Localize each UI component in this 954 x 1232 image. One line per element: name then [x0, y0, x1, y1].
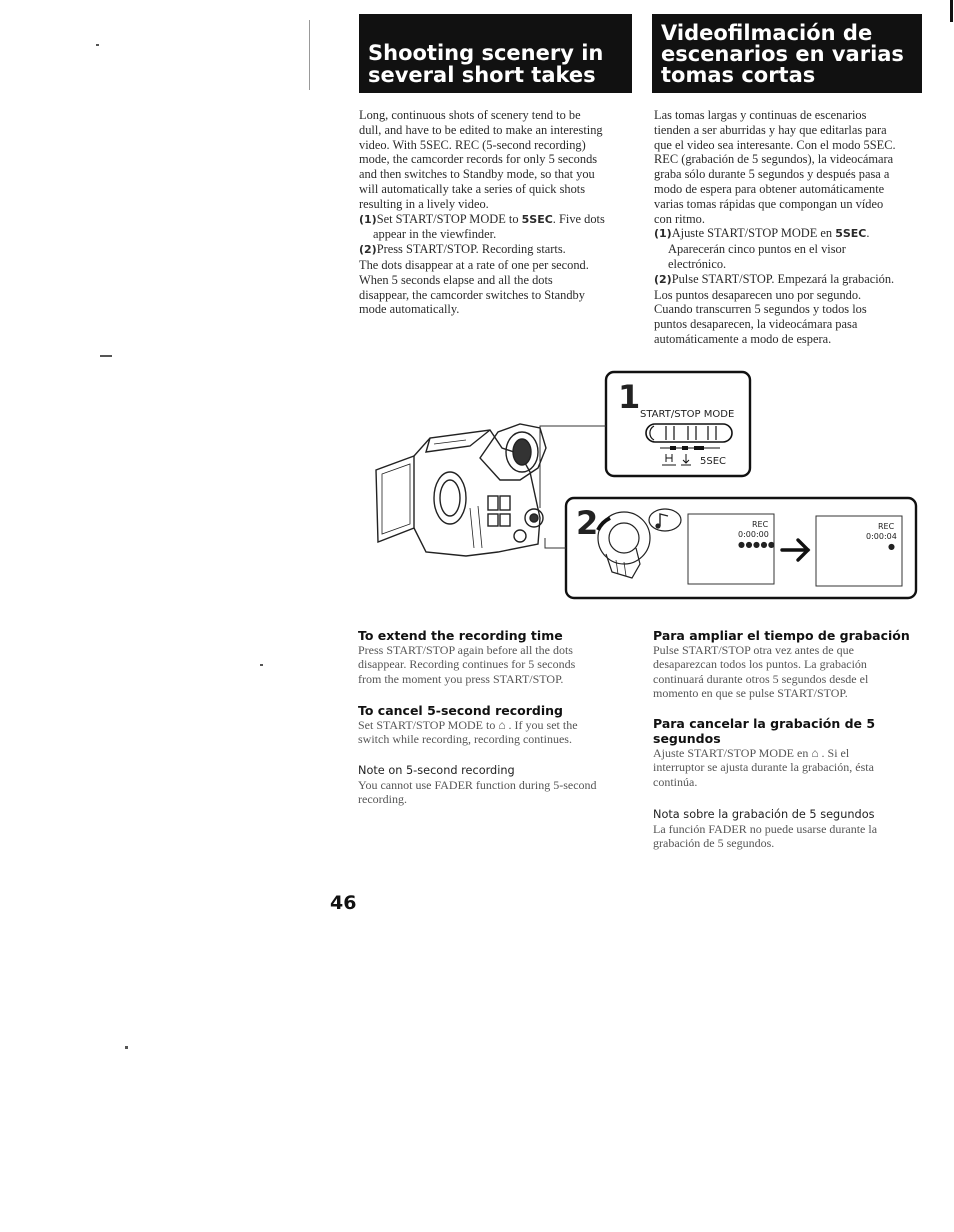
body-line: momento en que se pulse START/STOP.: [653, 686, 848, 701]
edge-tab-mark: [950, 0, 953, 22]
intro-line: mode, the camcorder records for only 5 seconds: [359, 152, 598, 167]
header-english: [359, 14, 632, 93]
margin-line: [309, 20, 310, 90]
step-1-marker: 1: [618, 378, 641, 416]
intro-line: varias tomas rápidas que compongan un vídeo: [654, 196, 884, 211]
section-heading: segundos: [653, 731, 721, 746]
step-2-detail: mode automatically.: [359, 302, 460, 317]
step-2-marker: 2: [576, 504, 599, 542]
step-text: Ajuste START/STOP MODE en: [671, 226, 836, 241]
note-heading: Nota sobre la grabación de 5 segundos: [653, 808, 875, 821]
intro-line: Long, continuous shots of scenery tend to be: [359, 108, 581, 122]
note-heading: Note on 5-second recording: [358, 764, 515, 777]
intro-line: resulting in a lively video.: [359, 196, 489, 211]
intro-line: con ritmo.: [654, 211, 705, 226]
step-2: [654, 272, 929, 288]
spanish-note-section: [653, 808, 938, 851]
body-line: interruptor se ajusta durante la grabación, ésta: [653, 760, 874, 775]
section-heading: Para cancelar la grabación de 5: [653, 716, 876, 731]
step-2-detail: disappear, the camcorder switches to Standby: [359, 287, 585, 302]
step-number: (2): [359, 243, 377, 257]
body-line: continuará durante otros 5 segundos desde el: [653, 671, 869, 686]
body-line: desaparezcan todos los puntos. La grabación: [653, 657, 867, 672]
switch-option-5sec: 5SEC: [700, 456, 727, 467]
illustration-drawing: [370, 368, 930, 608]
intro-line: tienden a ser aburridas y hay que editarlas para: [654, 122, 887, 137]
english-extend-section: [358, 628, 643, 686]
section-heading: To cancel 5-second recording: [358, 703, 563, 718]
spanish-extend-section: [653, 628, 938, 701]
spanish-cancel-section: [653, 716, 938, 789]
scan-speck: [260, 664, 263, 666]
step-continuation: Aparecerán cinco puntos en el visor: [668, 242, 846, 257]
section-body: [358, 643, 643, 686]
screen-2-dots: ●: [888, 542, 895, 551]
section-heading: Para ampliar el tiempo de grabación: [653, 628, 910, 643]
step-2-detail: Los puntos desaparecen uno por segundo.: [654, 287, 862, 302]
body-line: from the moment you press START/STOP.: [358, 671, 564, 686]
page-number: 46: [330, 892, 357, 914]
step-2-detail: When 5 seconds elapse and all the dots: [359, 272, 553, 287]
intro-line: dull, and have to be edited to make an interesting: [359, 122, 603, 137]
step-continuation: appear in the viewfinder.: [373, 227, 497, 242]
body-line: Set START/STOP MODE to ⌂ . If you set the: [358, 718, 578, 732]
step-text: . Five dots: [552, 211, 605, 226]
body-line: continúa.: [653, 774, 698, 789]
step-1: [654, 226, 929, 271]
body-line: grabación de 5 segundos.: [653, 836, 775, 851]
title-line: Shooting scenery in: [368, 41, 604, 65]
screen-1-time: 0:00:00: [738, 530, 769, 539]
body-line: disappear. Recording continues for 5 seconds: [358, 657, 576, 672]
body-line: switch while recording, recording continues.: [358, 732, 572, 747]
body-line: Pulse START/STOP otra vez antes de que: [653, 643, 854, 657]
body-line: La función FADER no puede usarse durante la: [653, 822, 878, 836]
step-1: [359, 212, 644, 243]
screen-2-rec: REC: [878, 522, 895, 531]
step-bold: 5SEC: [521, 212, 553, 226]
screen-1-dots: ●●●●●: [738, 540, 776, 549]
intro-line: Las tomas largas y continuas de escenarios: [654, 108, 867, 122]
page-title-spanish: [661, 23, 918, 86]
step-text: Press START/STOP. Recording starts.: [376, 242, 566, 257]
english-note-section: [358, 764, 643, 807]
switch-label: START/STOP MODE: [640, 409, 735, 420]
intro-line: REC (grabación de 5 segundos), la videocámara: [654, 152, 894, 167]
body-line: Ajuste START/STOP MODE en ⌂ . Si el: [653, 746, 850, 760]
step-text: Pulse START/STOP. Empezará la grabación.: [671, 271, 895, 286]
step-2-detail: The dots disappear at a rate of one per second.: [359, 257, 589, 272]
section-heading: To extend the recording time: [358, 628, 563, 643]
step-text: .: [866, 226, 870, 241]
intro-line: and then switches to Standby mode, so that you: [359, 167, 595, 182]
section-body: [653, 643, 938, 701]
scan-speck: [125, 1046, 128, 1049]
camcorder-illustration: [370, 368, 930, 608]
step-2-detail: Cuando transcurren 5 segundos y todos los: [654, 302, 867, 317]
section-body: [358, 778, 643, 807]
intro-line: will automatically take a series of quick shots: [359, 181, 586, 196]
body-line: Press START/STOP again before all the dots: [358, 643, 573, 657]
step-2: [359, 242, 644, 258]
section-body: [653, 746, 938, 789]
title-line: Videofilmación de: [661, 21, 873, 45]
section-body: [358, 718, 643, 747]
intro-line: modo de espera para obtener automáticamente: [654, 181, 885, 196]
english-intro: [359, 108, 644, 317]
intro-line: graba sólo durante 5 segundos y después pasa a: [654, 167, 890, 182]
step-text: Set START/STOP MODE to: [376, 211, 522, 226]
step-2-detail: puntos desaparecen, la videocámara pasa: [654, 317, 858, 332]
page-title-english: [368, 42, 628, 86]
section-body: [653, 822, 938, 851]
body-line: recording.: [358, 792, 407, 807]
header-spanish: [652, 14, 922, 93]
title-line: several short takes: [368, 63, 596, 87]
screen-2-time: 0:00:04: [866, 532, 897, 541]
intro-line: que el video sea interesante. Con el modo 5SEC.: [654, 137, 896, 152]
screen-1-rec: REC: [752, 520, 769, 529]
title-line: tomas cortas: [661, 63, 816, 87]
scan-speck: [96, 44, 99, 46]
step-bold: 5SEC: [835, 227, 867, 241]
spanish-intro: [654, 108, 929, 347]
step-number: (2): [654, 272, 672, 286]
step-continuation: electrónico.: [668, 256, 727, 271]
step-number: (1): [359, 212, 377, 226]
body-line: You cannot use FADER function during 5-second: [358, 778, 597, 792]
step-number: (1): [654, 227, 672, 241]
step-2-detail: automáticamente a modo de espera.: [654, 331, 832, 346]
scan-speck: [100, 355, 112, 357]
title-line: escenarios en varias: [661, 42, 904, 66]
english-cancel-section: [358, 703, 643, 747]
intro-line: video. With 5SEC. REC (5-second recording): [359, 137, 586, 152]
